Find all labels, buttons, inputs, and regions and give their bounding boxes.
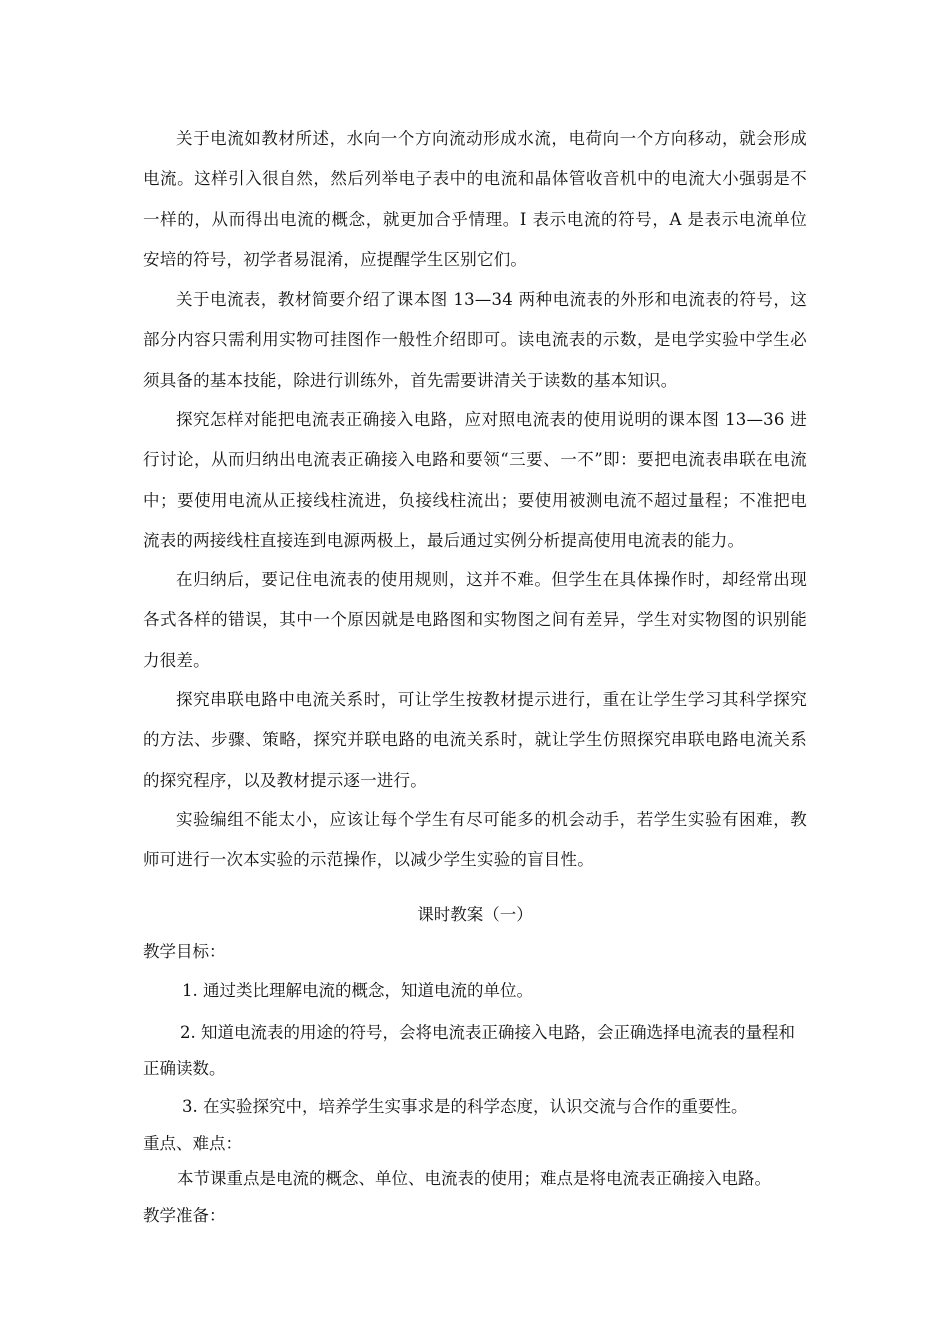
objective-item-2-continued: 正确读数。 bbox=[143, 1059, 226, 1078]
key-points-heading: 重点、难点： bbox=[143, 1134, 242, 1153]
objective-item-1: 1. 通过类比理解电流的概念，知道电流的单位。 bbox=[182, 981, 533, 1000]
paragraph-current-intro: 关于电流如教材所述，水向一个方向流动形成水流，电荷向一个方向移动，就会形成电流。这样引入很自然，然后列举电子表中的电流和晶体管收音机中的电流大小强弱是不一样的，从而得出电流的概念，就更加合乎情理。I 表示电流的符号，A 是表示电流单位安培的符号，初学者易混淆，应提醒学生区别它们。 bbox=[143, 129, 807, 269]
objective-item-2: 2. 知道电流表的用途的符号，会将电流表正确接入电路，会正确选择电流表的量程和 bbox=[180, 1023, 795, 1042]
objectives-heading: 教学目标： bbox=[143, 942, 226, 961]
paragraph-series-circuit: 探究串联电路中电流关系时，可让学生按教材提示进行，重在让学生学习其科学探究的方法、步骤、策略，探究并联电路的电流关系时，就让学生仿照探究串联电路电流关系的探究程序，以及教材提示逐一进行。 bbox=[143, 690, 807, 790]
key-points-text: 本节课重点是电流的概念、单位、电流表的使用；难点是将电流表正确接入电路。 bbox=[177, 1169, 771, 1188]
paragraph-ammeter-intro: 关于电流表，教材简要介绍了课本图 13—34 两种电流表的外形和电流表的符号，这部分内容只需利用实物可挂图作一般性介绍即可。读电流表的示数，是电学实验中学生必须具备的基本技能，除进行训练外，首先需要讲清关于读数的基本知识。 bbox=[143, 290, 807, 390]
paragraph-ammeter-connection: 探究怎样对能把电流表正确接入电路，应对照电流表的使用说明的课本图 13—36 进行讨论，从而归纳出电流表正确接入电路和要领“三要、一不”即：要把电流表串联在电流中；要使用电流从正接线柱流进，负接线柱流出；要使用被测电流不超过量程；不准把电流表的两接线柱直接连到电源两极上，最后通过实例分析提高使用电流表的能力。 bbox=[143, 410, 807, 550]
objective-item-3: 3. 在实验探究中，培养学生实事求是的科学态度，认识交流与合作的重要性。 bbox=[182, 1097, 748, 1116]
paragraph-experiment-grouping: 实验编组不能太小，应该让每个学生有尽可能多的机会动手，若学生实验有困难，教师可进行一次本实验的示范操作，以减少学生实验的盲目性。 bbox=[143, 810, 807, 870]
paragraph-usage-rules: 在归纳后，要记住电流表的使用规则，这并不难。但学生在具体操作时，却经常出现各式各样的错误，其中一个原因就是电路图和实物图之间有差异，学生对实物图的识别能力很差。 bbox=[143, 570, 807, 670]
lesson-title: 课时教案（一） bbox=[417, 905, 533, 924]
preparation-heading: 教学准备： bbox=[143, 1206, 226, 1225]
